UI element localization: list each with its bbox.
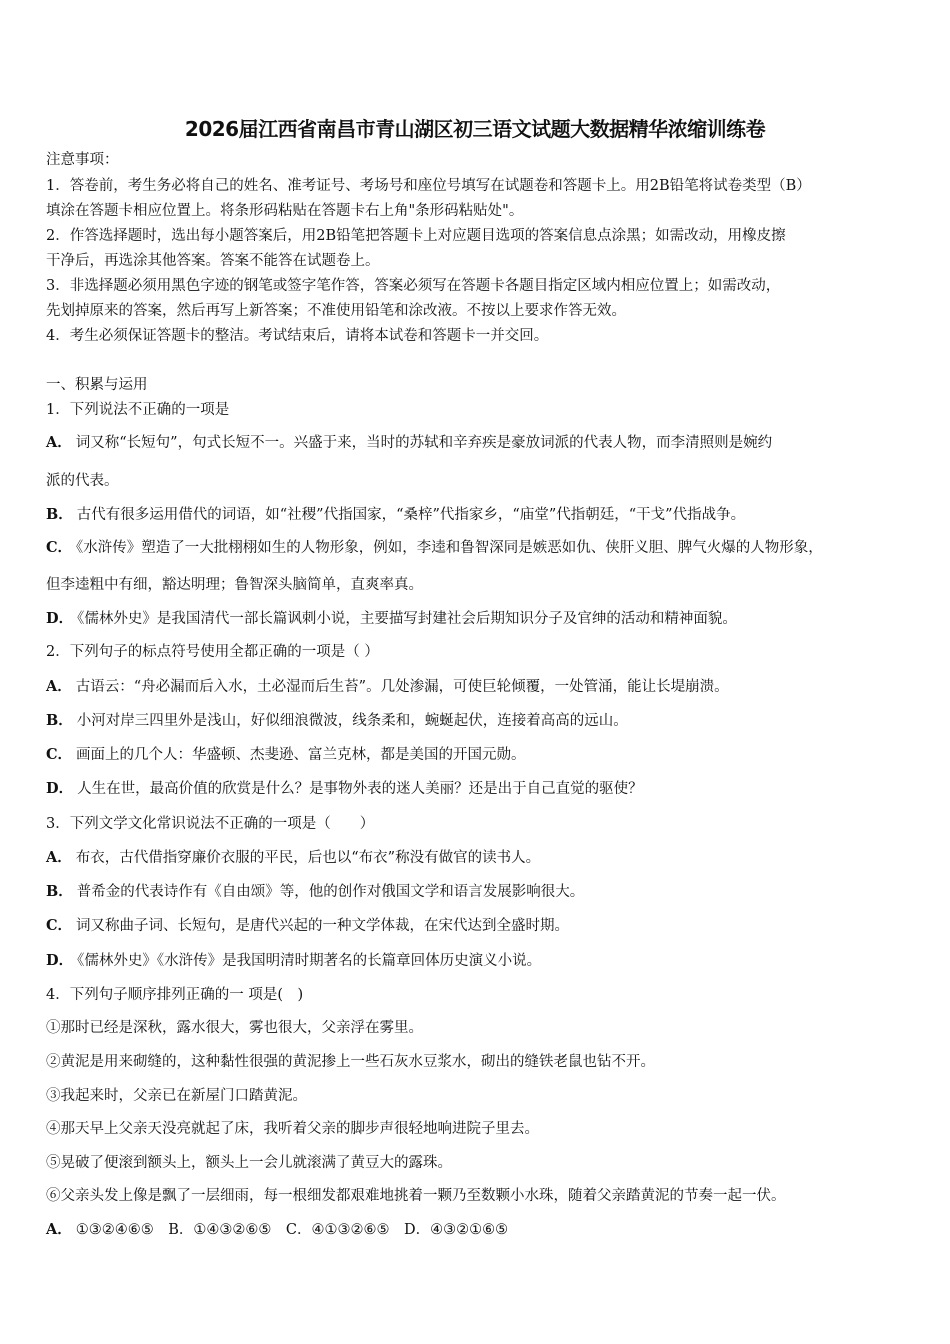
question-line: [46, 471, 119, 491]
option-line: [46, 711, 628, 731]
line-text: 4．下列句子顺序排列正确的一 项是( ): [46, 987, 304, 1003]
option-label: D．: [46, 952, 74, 969]
option-line: [46, 779, 643, 799]
notes-heading: [46, 150, 119, 170]
question-line: [46, 1119, 539, 1139]
line-text: ③我起来时，父亲已在新屋门口踏黄泥。: [46, 1088, 307, 1104]
line-text: ①那时已经是深秋，露水很大，雾也很大，父亲浮在雾里。: [46, 1020, 423, 1036]
line-text: 画面上的几个人：华盛顿、杰斐逊、富兰克林，都是美国的开国元勋。: [76, 747, 526, 763]
line-text: 人生在世，最高价值的欣赏是什么？是事物外表的迷人美丽？还是出于自己直觉的驱使？: [77, 781, 643, 797]
option-line: [46, 916, 569, 936]
option-line: [46, 433, 772, 453]
notes-line: [46, 326, 548, 346]
line-text: 2．下列句子的标点符号使用全都正确的一项是（ ）: [46, 644, 379, 660]
line-text: ⑥父亲头发上像是飘了一层细雨，每一根细发都艰难地挑着一颗乃至数颗小水珠，随着父亲踏黄泥的节奏一起一伏。: [46, 1188, 786, 1204]
line-text: 布衣，古代借指穿廉价衣服的平民，后也以“布衣”称没有做官的读书人。: [75, 850, 541, 866]
section-heading: [46, 375, 148, 395]
option-label: B．: [46, 712, 73, 729]
line-text: 注意事项：: [46, 152, 119, 168]
line-text: 普希金的代表诗作有《自由颂》等，他的创作对俄国文学和语言发展影响很大。: [76, 884, 585, 900]
line-text: 《儒林外史》《水浒传》是我国明清时期著名的长篇章回体历史演义小说。: [77, 953, 542, 969]
line-text: 《儒林外史》是我国清代一部长篇讽刺小说，主要描写封建社会后期知识分子及官绅的活动和精神面貌。: [77, 611, 737, 627]
option-label: B．: [46, 883, 73, 900]
option-label: A．: [46, 1221, 72, 1238]
notes-line: [46, 226, 786, 246]
question-line: [46, 985, 303, 1005]
question-line: [46, 1153, 452, 1173]
notes-line: [46, 276, 780, 296]
option-label: A．: [46, 849, 72, 866]
line-text: 1．下列说法不正确的一项是: [46, 402, 230, 418]
line-text: 古代有很多运用借代的词语，如“社稷”代指国家，“桑梓”代指家乡，“庙堂”代指朝廷，“干戈”代指战争。: [76, 507, 746, 523]
option-label: D．: [46, 780, 74, 797]
option-label: C．: [46, 539, 73, 556]
option-line: [46, 1220, 508, 1240]
line-text: 先划掉原来的答案，然后再写上新答案；不准使用铅笔和涂改液。不按以上要求作答无效。: [46, 303, 626, 319]
line-text: 词又称“长短句”，句式长短不一。兴盛于来，当时的苏轼和辛弃疾是豪放词派的代表人物，而李清照则是婉约: [75, 435, 773, 451]
line-text: ⑤晃破了便滚到额头上，额头上一会儿就滚满了黄豆大的露珠。: [46, 1155, 452, 1171]
option-line: [46, 745, 526, 765]
question-line: [46, 1052, 655, 1072]
question-line: [46, 400, 229, 420]
line-text: 3．下列文学文化常识说法不正确的一项是（ ）: [46, 816, 375, 832]
line-text: 干净后，再选涂其他答案。答案不能答在试题卷上。: [46, 253, 380, 269]
option-label: A．: [46, 678, 72, 695]
line-text: 派的代表。: [46, 473, 119, 489]
line-text: 但李逵粗中有细，豁达明理；鲁智深头脑简单，直爽率真。: [46, 577, 423, 593]
option-line: [46, 951, 541, 971]
line-text: 1．答卷前，考生务必将自己的姓名、准考证号、考场号和座位号填写在试题卷和答题卡上。用2B铅笔将试卷类型（B）: [46, 178, 811, 194]
line-text: 4．考生必须保证答题卡的整洁。考试结束后，请将本试卷和答题卡一并交回。: [46, 328, 549, 344]
question-line: [46, 1086, 307, 1106]
line-text: 小河对岸三四里外是浅山，好似细浪微波，线条柔和，蜿蜒起伏，连接着高高的远山。: [76, 713, 628, 729]
option-label: C．: [46, 746, 73, 763]
line-text: 2．作答选择题时，选出每小题答案后，用2B铅笔把答题卡上对应题目选项的答案信息点涂黑；如需改动，用橡皮擦: [46, 228, 786, 244]
question-line: [46, 575, 423, 595]
question-line: [46, 814, 374, 834]
document-title: 2026届江西省南昌市青山湖区初三语文试题大数据精华浓缩训练卷: [184, 117, 766, 141]
option-label: C．: [46, 917, 73, 934]
option-line: [46, 677, 729, 697]
line-text: 《水浒传》塑造了一大批栩栩如生的人物形象，例如，李逵和鲁智深同是嫉恶如仇、侠肝义胆、脾气火爆的人物形象，: [76, 540, 823, 556]
option-label: A．: [46, 434, 72, 451]
option-label: D．: [46, 610, 74, 627]
line-text: ②黄泥是用来砌缝的，这种黏性很强的黄泥掺上一些石灰水豆浆水，砌出的缝铁老鼠也钻不开。: [46, 1054, 655, 1070]
notes-line: [46, 301, 626, 321]
option-line: [46, 505, 745, 525]
question-line: [46, 1186, 786, 1206]
option-line: [46, 538, 823, 558]
option-label: B．: [46, 506, 73, 523]
line-text: ①③②④⑥⑤ B．①④③②⑥⑤ C．④①③②⑥⑤ D．④③②①⑥⑤: [75, 1222, 509, 1238]
option-line: [46, 848, 540, 868]
notes-line: [46, 251, 380, 271]
notes-line: [46, 176, 811, 196]
line-text: ④那天早上父亲天没亮就起了床，我听着父亲的脚步声很轻地响进院子里去。: [46, 1121, 539, 1137]
question-line: [46, 642, 379, 662]
line-text: 一、积累与运用: [46, 377, 148, 393]
line-text: 填涂在答题卡相应位置上。将条形码粘贴在答题卡右上角"条形码粘贴处"。: [46, 203, 524, 219]
line-text: 3．非选择题必须用黑色字迹的钢笔或签字笔作答，答案必须写在答题卡各题目指定区域内相应位置上；如需改动，: [46, 278, 781, 294]
option-line: [46, 882, 584, 902]
option-line: [46, 609, 737, 629]
question-line: [46, 1018, 423, 1038]
notes-line: [46, 201, 523, 221]
line-text: 古语云：“舟必漏而后入水，土必湿而后生苔”。几处渗漏，可使巨轮倾覆，一处管涌，能让长堤崩溃。: [75, 679, 729, 695]
line-text: 词又称曲子词、长短句，是唐代兴起的一种文学体裁，在宋代达到全盛时期。: [76, 918, 570, 934]
